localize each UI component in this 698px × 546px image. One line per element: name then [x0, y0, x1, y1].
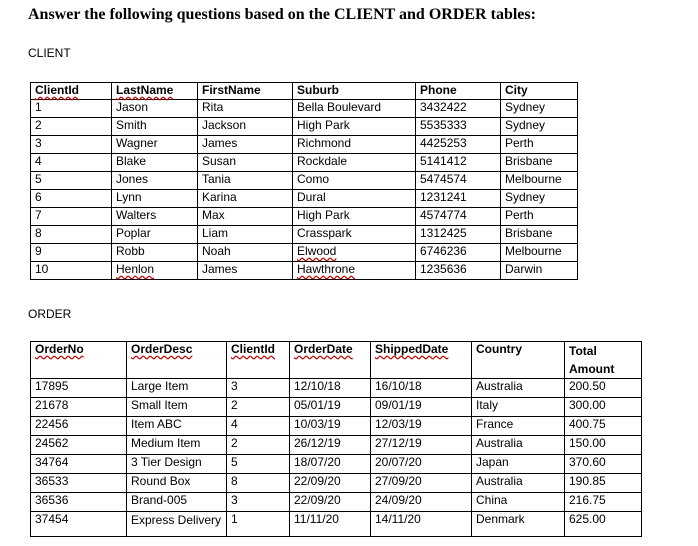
client-cell: Crasspark [293, 226, 416, 244]
client-cell: Melbourne [501, 172, 578, 190]
order-cell: 22/09/20 [290, 474, 371, 493]
client-cell: Robb [112, 244, 198, 262]
order-header-orderno: OrderNo [31, 342, 127, 379]
order-cell: 22456 [31, 417, 127, 436]
order-cell: Australia [472, 436, 565, 455]
order-cell: 2 [227, 436, 290, 455]
order-header-total-amount: Total Amount [565, 342, 642, 379]
order-caption: ORDER [28, 307, 72, 321]
order-cell: 18/07/20 [290, 455, 371, 474]
order-cell: 09/01/19 [371, 398, 472, 417]
order-cell: 37454 [31, 512, 127, 537]
order-cell: China [472, 493, 565, 512]
order-cell: Italy [472, 398, 565, 417]
order-cell: 10/03/19 [290, 417, 371, 436]
client-cell: 4425253 [416, 136, 501, 154]
client-header-phone: Phone [416, 83, 501, 100]
client-table [30, 82, 578, 280]
client-header-firstname: FirstName [198, 83, 293, 100]
client-row [31, 172, 578, 190]
client-cell: Walters [112, 208, 198, 226]
order-row [31, 379, 642, 398]
client-cell: 5474574 [416, 172, 501, 190]
order-cell: 24562 [31, 436, 127, 455]
order-cell: 14/11/20 [371, 512, 472, 537]
client-cell: 7 [31, 208, 112, 226]
client-cell: Darwin [501, 262, 578, 280]
client-cell: Bella Boulevard [293, 100, 416, 118]
client-cell: Tania [198, 172, 293, 190]
client-cell: Max [198, 208, 293, 226]
client-cell: Sydney [501, 100, 578, 118]
order-cell: 27/12/19 [371, 436, 472, 455]
client-row [31, 100, 578, 118]
client-cell: James [198, 262, 293, 280]
order-row [31, 436, 642, 455]
order-cell: 11/11/20 [290, 512, 371, 537]
client-row [31, 118, 578, 136]
client-header-clientid: ClientId [31, 83, 112, 100]
order-cell: 36533 [31, 474, 127, 493]
client-cell: Noah [198, 244, 293, 262]
client-cell: 6746236 [416, 244, 501, 262]
client-cell: Elwood [293, 244, 416, 262]
client-cell: Dural [293, 190, 416, 208]
client-cell: Poplar [112, 226, 198, 244]
order-cell: 5 [227, 455, 290, 474]
order-cell: 190.85 [565, 474, 642, 493]
order-cell: 17895 [31, 379, 127, 398]
order-header-country: Country [472, 342, 565, 379]
client-row [31, 154, 578, 172]
client-row [31, 226, 578, 244]
client-cell: Richmond [293, 136, 416, 154]
order-cell: 8 [227, 474, 290, 493]
order-cell: 24/09/20 [371, 493, 472, 512]
client-cell: Jackson [198, 118, 293, 136]
client-cell: Smith [112, 118, 198, 136]
client-cell: Sydney [501, 118, 578, 136]
order-cell: 370.60 [565, 455, 642, 474]
order-cell: Australia [472, 379, 565, 398]
client-cell: Susan [198, 154, 293, 172]
order-cell: 34764 [31, 455, 127, 474]
order-cell: Denmark [472, 512, 565, 537]
client-cell: 4 [31, 154, 112, 172]
client-cell: Jones [112, 172, 198, 190]
client-cell: 5141412 [416, 154, 501, 172]
client-cell: Jason [112, 100, 198, 118]
client-cell: Rockdale [293, 154, 416, 172]
order-cell: 4 [227, 417, 290, 436]
client-cell: 2 [31, 118, 112, 136]
client-cell: Blake [112, 154, 198, 172]
client-cell: Karina [198, 190, 293, 208]
client-cell: 1231241 [416, 190, 501, 208]
order-cell: 1 [227, 512, 290, 537]
order-cell: 2 [227, 398, 290, 417]
order-row [31, 493, 642, 512]
order-cell: France [472, 417, 565, 436]
order-cell: 20/07/20 [371, 455, 472, 474]
client-cell: 9 [31, 244, 112, 262]
order-cell: 400.75 [565, 417, 642, 436]
order-cell: 216.75 [565, 493, 642, 512]
client-cell: 5535333 [416, 118, 501, 136]
order-cell: 200.50 [565, 379, 642, 398]
order-cell: 3 Tier Design [127, 455, 227, 474]
client-cell: 1312425 [416, 226, 501, 244]
order-row [31, 512, 642, 537]
client-cell: 1 [31, 100, 112, 118]
order-table [30, 341, 642, 537]
order-cell: Brand-005 [127, 493, 227, 512]
client-cell: Hawthrone [293, 262, 416, 280]
client-cell: Melbourne [501, 244, 578, 262]
client-cell: Lynn [112, 190, 198, 208]
client-cell: 3 [31, 136, 112, 154]
client-row [31, 244, 578, 262]
order-cell: 36536 [31, 493, 127, 512]
client-header-lastname: LastName [112, 83, 198, 100]
order-row [31, 455, 642, 474]
order-cell: Express Delivery [127, 512, 227, 537]
client-cell: High Park [293, 118, 416, 136]
client-header-city: City [501, 83, 578, 100]
order-cell: Australia [472, 474, 565, 493]
client-row [31, 262, 578, 280]
client-cell: Perth [501, 208, 578, 226]
client-cell: James [198, 136, 293, 154]
order-cell: 3 [227, 379, 290, 398]
order-cell: Round Box [127, 474, 227, 493]
client-cell: Perth [501, 136, 578, 154]
client-row [31, 136, 578, 154]
order-cell: Medium Item [127, 436, 227, 455]
client-cell: 8 [31, 226, 112, 244]
order-row [31, 417, 642, 436]
order-cell: 27/09/20 [371, 474, 472, 493]
client-cell: Sydney [501, 190, 578, 208]
order-row [31, 474, 642, 493]
order-cell: 21678 [31, 398, 127, 417]
client-cell: 1235636 [416, 262, 501, 280]
order-cell: Item ABC [127, 417, 227, 436]
order-cell: 150.00 [565, 436, 642, 455]
client-cell: 10 [31, 262, 112, 280]
order-cell: 12/03/19 [371, 417, 472, 436]
client-header-suburb: Suburb [293, 83, 416, 100]
client-cell: Rita [198, 100, 293, 118]
order-cell: Small Item [127, 398, 227, 417]
client-cell: Wagner [112, 136, 198, 154]
order-cell: 12/10/18 [290, 379, 371, 398]
order-cell: Large Item [127, 379, 227, 398]
client-cell: 4574774 [416, 208, 501, 226]
order-cell: 625.00 [565, 512, 642, 537]
client-cell: 3432422 [416, 100, 501, 118]
order-header-orderdate: OrderDate [290, 342, 371, 379]
order-cell: 3 [227, 493, 290, 512]
order-cell: Japan [472, 455, 565, 474]
order-row [31, 398, 642, 417]
client-cell: 6 [31, 190, 112, 208]
client-cell: Brisbane [501, 226, 578, 244]
order-header-shippeddate: ShippedDate [371, 342, 472, 379]
client-cell: Como [293, 172, 416, 190]
client-cell: 5 [31, 172, 112, 190]
order-header-orderdesc: OrderDesc [127, 342, 227, 379]
client-row [31, 190, 578, 208]
client-row [31, 208, 578, 226]
order-cell: 05/01/19 [290, 398, 371, 417]
client-cell: High Park [293, 208, 416, 226]
client-cell: Henlon [112, 262, 198, 280]
client-cell: Brisbane [501, 154, 578, 172]
page-heading: Answer the following questions based on the CLIENT and ORDER tables: [28, 6, 536, 23]
order-cell: 26/12/19 [290, 436, 371, 455]
order-cell: 22/09/20 [290, 493, 371, 512]
order-header-clientid: ClientId [227, 342, 290, 379]
client-cell: Liam [198, 226, 293, 244]
order-cell: 16/10/18 [371, 379, 472, 398]
order-cell: 300.00 [565, 398, 642, 417]
client-caption: CLIENT [28, 46, 71, 60]
